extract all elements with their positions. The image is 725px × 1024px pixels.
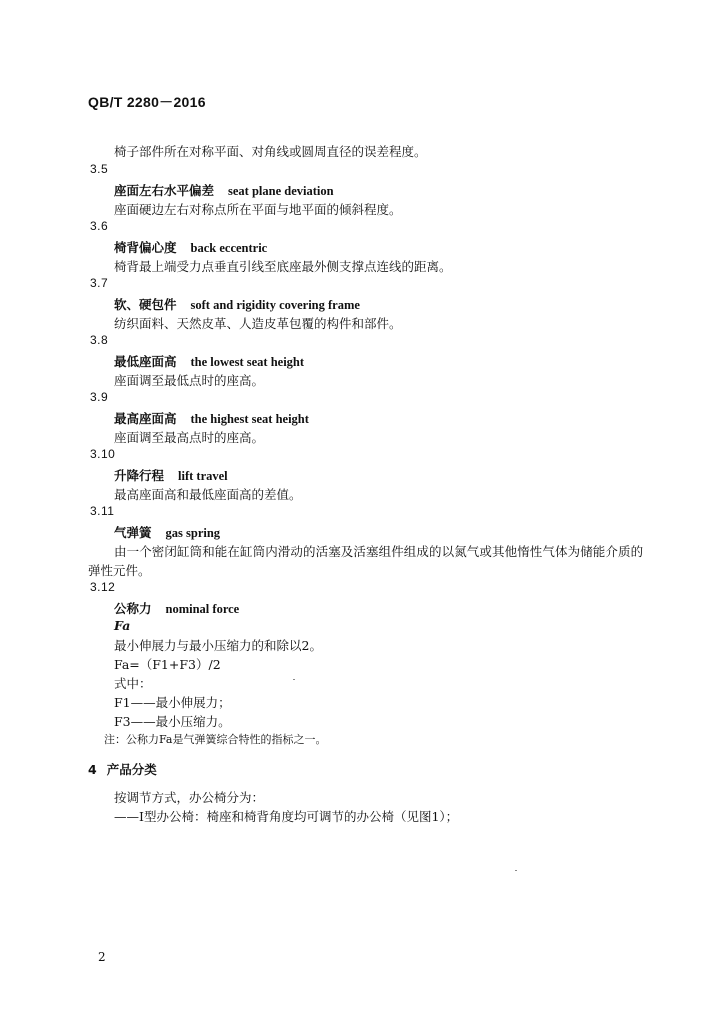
term-3-5-chinese: 座面左右水平偏差: [114, 183, 215, 198]
term-3-7: [114, 295, 360, 313]
term-3-9-english: the highest seat height: [190, 412, 309, 426]
clause-number-3-8: 3.8: [90, 333, 109, 347]
definition-3-10: 最高座面高和最低座面高的差值。: [114, 487, 302, 502]
term-3-10-chinese: 升降行程: [114, 468, 165, 483]
formula-variable-f1: F1——最小伸展力；: [114, 695, 231, 710]
term-3-12: [114, 599, 239, 617]
clause-number-3-11: 3.11: [90, 504, 115, 518]
formula-where: 式中：: [114, 676, 152, 691]
term-3-10: [114, 466, 228, 484]
definition-3-4-continued: 椅子部件所在对称平面、对角线或圆周直径的误差程度。: [114, 144, 427, 159]
definition-3-9: 座面调至最高点时的座高。: [114, 430, 265, 445]
term-3-12-chinese: 公称力: [114, 601, 152, 616]
term-3-8-english: the lowest seat height: [190, 355, 305, 369]
note-3-12: 注：公称力Fa是气弹簧综合特性的指标之一。: [104, 733, 327, 746]
section-4-heading: [88, 760, 157, 778]
definition-3-7: 纺织面料、天然皮革、人造皮革包覆的构件和部件。: [114, 316, 402, 331]
term-3-5-english: seat plane deviation: [228, 184, 334, 198]
definition-3-11-continued: 弹性元件。: [88, 563, 151, 578]
section-4-item-type-1: ——Ⅰ型办公椅：椅座和椅背角度均可调节的办公椅（见图1）；: [114, 809, 459, 824]
term-3-11: [114, 523, 220, 541]
definition-3-12: 最小伸展力与最小压缩力的和除以2。: [114, 638, 322, 653]
term-3-8: [114, 352, 304, 370]
term-3-9: [114, 409, 309, 427]
section-4-paragraph: 按调节方式，办公椅分为：: [114, 790, 265, 805]
term-3-11-chinese: 气弹簧: [114, 525, 152, 540]
standard-number-header: QB/T 2280－2016: [88, 94, 206, 110]
term-3-8-chinese: 最低座面高: [114, 354, 177, 369]
clause-number-3-10: 3.10: [90, 447, 116, 461]
term-3-6-english: back eccentric: [190, 241, 268, 255]
term-3-10-english: lift travel: [178, 469, 228, 483]
formula-fa: Fa=（F1+F3）/2: [114, 657, 221, 672]
definition-3-6: 椅背最上端受力点垂直引线至底座最外侧支撑点连线的距离。: [114, 259, 452, 274]
page-number: 2: [98, 950, 106, 964]
definition-3-8: 座面调至最低点时的座高。: [114, 373, 265, 388]
term-3-11-english: gas spring: [165, 526, 221, 540]
scan-speck: [293, 679, 295, 680]
term-3-7-english: soft and rigidity covering frame: [190, 298, 360, 312]
clause-number-3-7: 3.7: [90, 276, 109, 290]
clause-number-3-6: 3.6: [90, 219, 109, 233]
clause-number-3-12: 3.12: [90, 580, 116, 594]
term-3-9-chinese: 最高座面高: [114, 411, 177, 426]
definition-3-5: 座面硬边左右对称点所在平面与地平面的倾斜程度。: [114, 202, 402, 217]
section-4-number: 4: [88, 762, 97, 777]
formula-variable-f3: F3——最小压缩力。: [114, 714, 231, 729]
symbol-fa: Fa: [114, 618, 131, 633]
term-3-7-chinese: 软、硬包件: [114, 297, 177, 312]
section-4-title: 产品分类: [106, 762, 157, 777]
clause-number-3-9: 3.9: [90, 390, 109, 404]
term-3-6-chinese: 椅背偏心度: [114, 240, 177, 255]
term-3-5: [114, 181, 334, 199]
clause-number-3-5: 3.5: [90, 162, 109, 176]
term-3-6: [114, 238, 267, 256]
term-3-12-english: nominal force: [165, 602, 240, 616]
scan-speck: [515, 870, 517, 871]
definition-3-11: 由一个密闭缸筒和能在缸筒内滑动的活塞及活塞组件组成的以氮气或其他惰性气体为储能介质的: [114, 544, 644, 559]
